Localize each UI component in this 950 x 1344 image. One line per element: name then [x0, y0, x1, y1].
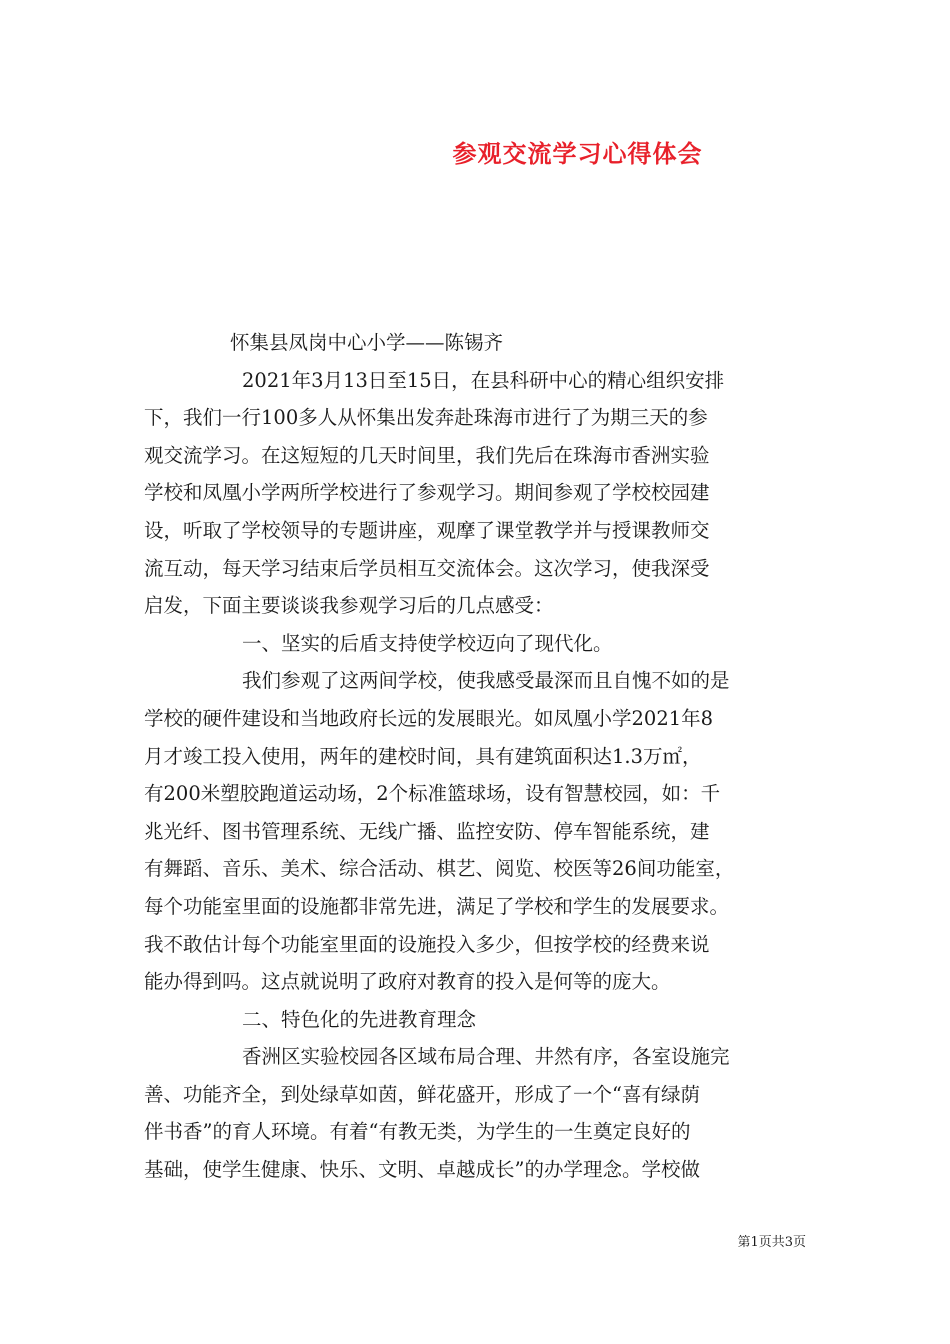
text-line: 有舞蹈、音乐、美术、综合活动、棋艺、阅览、校医等26间功能室，	[144, 857, 735, 881]
text-line: 我不敢估计每个功能室里面的设施投入多少，但按学校的经费来说	[144, 932, 710, 956]
section-heading: 二、特色化的先进教育理念	[242, 1007, 477, 1031]
text-line: 2021年3月13日至15日，在县科研中心的精心组织安排	[242, 368, 725, 392]
author-line: 怀集县凤岗中心小学——陈锡齐	[230, 331, 504, 354]
text-line: 观交流学习。在这短短的几天时间里，我们先后在珠海市香洲实验	[144, 443, 710, 467]
text-line: 香洲区实验校园各区域布局合理、井然有序，各室设施完	[242, 1045, 730, 1069]
text-line: 善、功能齐全，到处绿草如茵，鲜花盛开，形成了一个“喜有绿荫	[144, 1082, 700, 1106]
text-line: 兆光纤、图书管理系统、无线广播、监控安防、停车智能系统，建	[144, 819, 710, 843]
text-line: 每个功能室里面的设施都非常先进，满足了学校和学生的发展要求。	[144, 894, 730, 918]
text-line: 伴书香”的育人环境。有着“有教无类，为学生的一生奠定良好的	[144, 1120, 691, 1144]
document-body	[144, 324, 822, 1189]
text-line: 基础，使学生健康、快乐、文明、卓越成长”的办学理念。学校做	[144, 1158, 700, 1182]
text-line: 学校和凤凰小学两所学校进行了参观学习。期间参观了学校校园建	[144, 481, 710, 505]
document-title: 参观交流学习心得体会	[452, 139, 703, 168]
text-line: 启发，下面主要谈谈我参观学习后的几点感受：	[144, 594, 554, 618]
text-line: 设，听取了学校领导的专题讲座，观摩了课堂教学并与授课教师交	[144, 518, 710, 542]
text-line: 我们参观了这两间学校，使我感受最深而且自愧不如的是	[242, 669, 730, 693]
section-heading: 一、坚实的后盾支持使学校迈向了现代化。	[242, 631, 613, 655]
text-line: 能办得到吗。这点就说明了政府对教育的投入是何等的庞大。	[144, 970, 671, 994]
text-line: 月才竣工投入使用，两年的建校时间，具有建筑面积达1.3万㎡，	[144, 744, 702, 768]
page-number-footer: 第1页共3页	[737, 1235, 806, 1250]
text-line: 流互动，每天学习结束后学员相互交流体会。这次学习，使我深受	[144, 556, 710, 580]
text-line: 下，我们一行100多人从怀集出发奔赴珠海市进行了为期三天的参	[144, 406, 708, 430]
text-line: 有200米塑胶跑道运动场，2个标准篮球场，设有智慧校园，如：千	[144, 782, 721, 806]
text-line: 学校的硬件建设和当地政府长远的发展眼光。如凤凰小学2021年8	[144, 706, 714, 730]
